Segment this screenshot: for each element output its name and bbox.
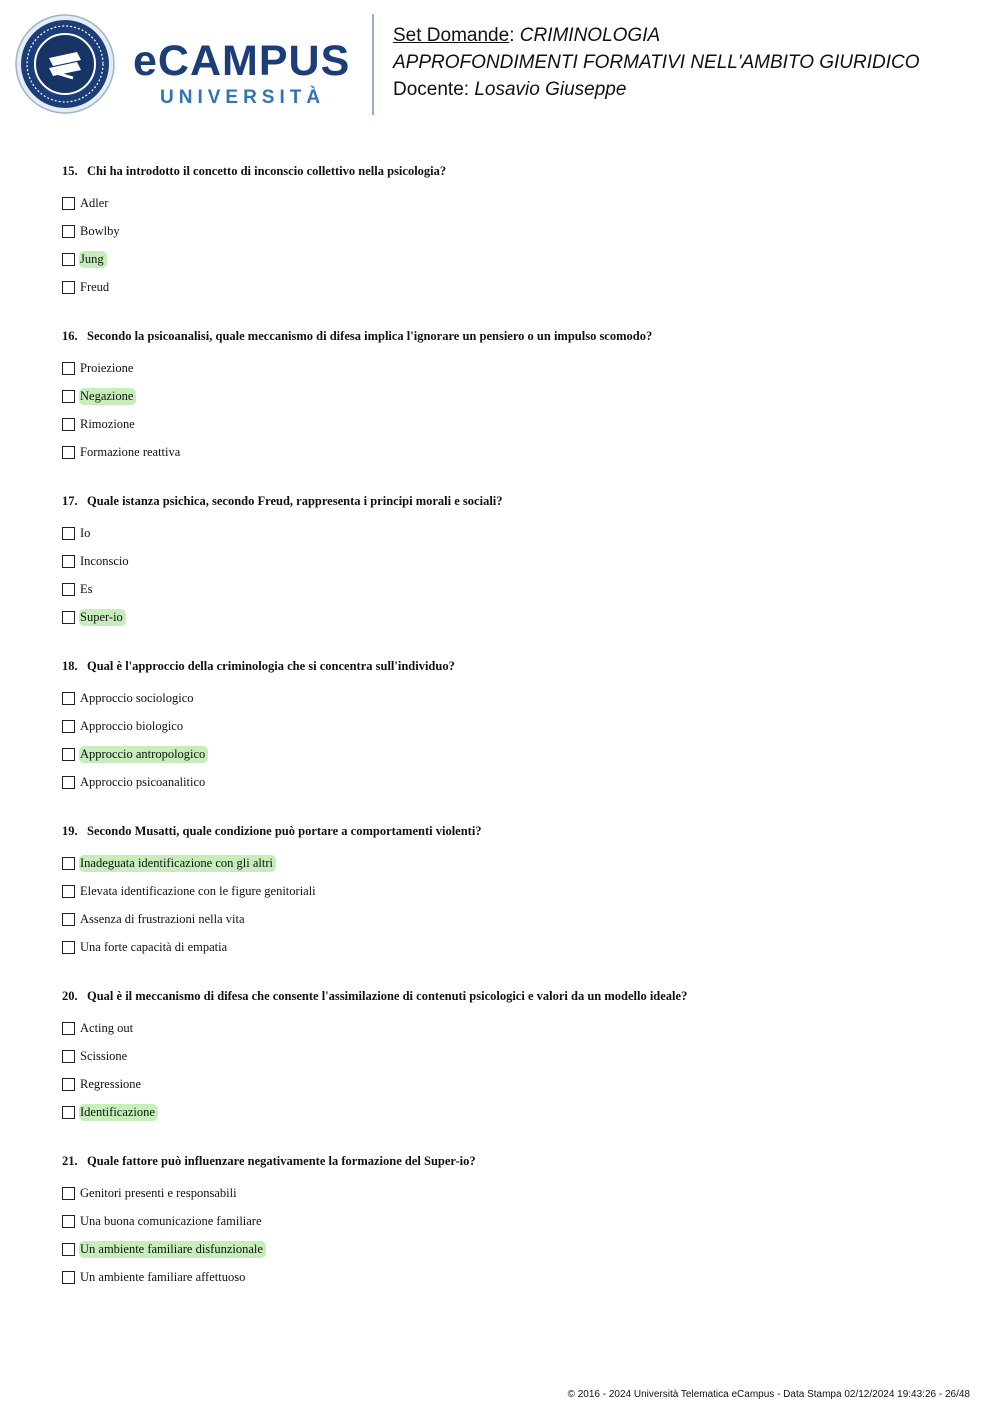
question-text: Quale istanza psichica, secondo Freud, rappresenta i principi morali e sociali? xyxy=(87,494,503,508)
question-block xyxy=(62,657,962,796)
answer-checkbox[interactable] xyxy=(62,857,75,870)
answer-label: Regressione xyxy=(80,1076,142,1091)
answer-label: Rimozione xyxy=(80,416,135,431)
question-block xyxy=(62,987,962,1126)
answer-option-correct[interactable] xyxy=(62,382,962,410)
answer-checkbox[interactable] xyxy=(62,1271,75,1284)
answer-checkbox[interactable] xyxy=(62,720,75,733)
question-number: 16. xyxy=(62,329,78,343)
answer-label: Inadeguata identificazione con gli altri xyxy=(79,855,276,872)
question-number: 15. xyxy=(62,164,78,178)
answer-option[interactable] xyxy=(62,189,962,217)
answer-option[interactable] xyxy=(62,1070,962,1098)
answer-checkbox[interactable] xyxy=(62,197,75,210)
answer-checkbox[interactable] xyxy=(62,1050,75,1063)
answer-option[interactable] xyxy=(62,905,962,933)
brand-subtitle: UNIVERSITÀ xyxy=(160,87,326,108)
answer-checkbox[interactable] xyxy=(62,1078,75,1091)
question-title xyxy=(62,162,962,180)
question-text: Chi ha introdotto il concetto di inconscio collettivo nella psicologia? xyxy=(87,164,447,178)
question-list xyxy=(62,162,962,1317)
answer-checkbox[interactable] xyxy=(62,390,75,403)
question-text: Qual è il meccanismo di difesa che consente l'assimilazione di contenuti psicologici e valori da un modello ideale? xyxy=(87,989,688,1003)
answer-checkbox[interactable] xyxy=(62,941,75,954)
answer-label: Bowlby xyxy=(80,223,120,238)
question-title xyxy=(62,327,962,345)
question-text: Quale fattore può influenzare negativamente la formazione del Super-io? xyxy=(87,1154,476,1168)
answer-option[interactable] xyxy=(62,1014,962,1042)
answer-option-correct[interactable] xyxy=(62,849,962,877)
question-block xyxy=(62,822,962,961)
answer-checkbox[interactable] xyxy=(62,418,75,431)
option-list xyxy=(62,684,962,796)
course-header xyxy=(393,22,920,103)
answer-checkbox[interactable] xyxy=(62,611,75,624)
question-number: 18. xyxy=(62,659,78,673)
question-block xyxy=(62,1152,962,1291)
question-title xyxy=(62,657,962,675)
header-divider xyxy=(372,14,374,115)
ecampus-seal-logo xyxy=(15,14,115,114)
answer-option[interactable] xyxy=(62,1042,962,1070)
question-block xyxy=(62,492,962,631)
subject-name: CRIMINOLOGIA xyxy=(519,25,661,46)
answer-checkbox[interactable] xyxy=(62,1215,75,1228)
option-list xyxy=(62,849,962,961)
answer-option[interactable] xyxy=(62,1207,962,1235)
question-block xyxy=(62,327,962,466)
question-title xyxy=(62,1152,962,1170)
answer-label: Acting out xyxy=(80,1020,134,1035)
answer-option[interactable] xyxy=(62,273,962,301)
question-title xyxy=(62,492,962,510)
answer-checkbox[interactable] xyxy=(62,583,75,596)
course-name: APPROFONDIMENTI FORMATIVI NELL'AMBITO GIURIDICO xyxy=(393,52,920,73)
option-list xyxy=(62,1014,962,1126)
answer-checkbox[interactable] xyxy=(62,362,75,375)
answer-checkbox[interactable] xyxy=(62,555,75,568)
answer-checkbox[interactable] xyxy=(62,1022,75,1035)
answer-label: Approccio antropologico xyxy=(79,746,208,763)
answer-label: Identificazione xyxy=(79,1104,158,1121)
answer-checkbox[interactable] xyxy=(62,1243,75,1256)
answer-checkbox[interactable] xyxy=(62,692,75,705)
answer-label: Elevata identificazione con le figure genitoriali xyxy=(80,883,316,898)
answer-label: Io xyxy=(80,525,91,540)
option-list xyxy=(62,354,962,466)
answer-label: Jung xyxy=(79,251,107,268)
answer-checkbox[interactable] xyxy=(62,1187,75,1200)
answer-label: Una buona comunicazione familiare xyxy=(80,1213,262,1228)
answer-option-correct[interactable] xyxy=(62,740,962,768)
answer-option[interactable] xyxy=(62,1263,962,1291)
brand-wordmark xyxy=(133,37,351,109)
answer-option[interactable] xyxy=(62,933,962,961)
answer-label: Scissione xyxy=(80,1048,128,1063)
answer-checkbox[interactable] xyxy=(62,446,75,459)
set-line xyxy=(393,22,920,49)
answer-checkbox[interactable] xyxy=(62,885,75,898)
brand-name: eCAMPUS xyxy=(133,37,351,85)
question-number: 21. xyxy=(62,1154,78,1168)
answer-label: Un ambiente familiare affettuoso xyxy=(80,1269,246,1284)
question-text: Secondo Musatti, quale condizione può portare a comportamenti violenti? xyxy=(87,824,482,838)
answer-option[interactable] xyxy=(62,684,962,712)
option-list xyxy=(62,189,962,301)
question-title xyxy=(62,822,962,840)
answer-label: Formazione reattiva xyxy=(80,444,181,459)
answer-label: Adler xyxy=(80,195,109,210)
set-label: Set Domande xyxy=(393,25,510,46)
answer-label: Genitori presenti e responsabili xyxy=(80,1185,237,1200)
answer-label: Una forte capacità di empatia xyxy=(80,939,228,954)
answer-option[interactable] xyxy=(62,410,962,438)
answer-label: Super-io xyxy=(79,609,126,626)
answer-option[interactable] xyxy=(62,877,962,905)
answer-checkbox[interactable] xyxy=(62,527,75,540)
answer-option[interactable] xyxy=(62,768,962,796)
question-title xyxy=(62,987,962,1005)
question-number: 20. xyxy=(62,989,78,1003)
answer-option-correct[interactable] xyxy=(62,245,962,273)
option-list xyxy=(62,519,962,631)
answer-checkbox[interactable] xyxy=(62,776,75,789)
question-number: 17. xyxy=(62,494,78,508)
page-footer: © 2016 - 2024 Università Telematica eCampus - Data Stampa 02/12/2024 19:43:26 - 26/48 xyxy=(567,1389,970,1400)
answer-checkbox[interactable] xyxy=(62,225,75,238)
answer-label: Proiezione xyxy=(80,360,134,375)
question-text: Qual è l'approccio della criminologia che si concentra sull'individuo? xyxy=(87,659,455,673)
answer-option[interactable] xyxy=(62,1179,962,1207)
answer-label: Assenza di frustrazioni nella vita xyxy=(80,911,245,926)
answer-label: Approccio biologico xyxy=(80,718,184,733)
teacher-name: Losavio Giuseppe xyxy=(474,79,627,100)
answer-checkbox[interactable] xyxy=(62,281,75,294)
answer-option[interactable] xyxy=(62,547,962,575)
answer-label: Negazione xyxy=(79,388,136,405)
answer-option-correct[interactable] xyxy=(62,603,962,631)
answer-checkbox[interactable] xyxy=(62,913,75,926)
question-block xyxy=(62,162,962,301)
question-text: Secondo la psicoanalisi, quale meccanismo di difesa implica l'ignorare un pensiero o un impulso scomodo? xyxy=(87,329,653,343)
answer-label: Un ambiente familiare disfunzionale xyxy=(79,1241,266,1258)
answer-label: Approccio psicoanalitico xyxy=(80,774,206,789)
answer-option-correct[interactable] xyxy=(62,1098,962,1126)
teacher-label: Docente: xyxy=(393,79,475,100)
answer-option[interactable] xyxy=(62,575,962,603)
set-separator: : xyxy=(509,25,520,46)
answer-label: Approccio sociologico xyxy=(80,690,194,705)
answer-option[interactable] xyxy=(62,519,962,547)
answer-checkbox[interactable] xyxy=(62,1106,75,1119)
teacher-line xyxy=(393,76,920,103)
answer-label: Inconscio xyxy=(80,553,129,568)
answer-option[interactable] xyxy=(62,712,962,740)
answer-label: Freud xyxy=(80,279,110,294)
question-number: 19. xyxy=(62,824,78,838)
answer-option[interactable] xyxy=(62,354,962,382)
answer-label: Es xyxy=(80,581,93,596)
answer-option-correct[interactable] xyxy=(62,1235,962,1263)
answer-option[interactable] xyxy=(62,217,962,245)
answer-checkbox[interactable] xyxy=(62,253,75,266)
option-list xyxy=(62,1179,962,1291)
answer-option[interactable] xyxy=(62,438,962,466)
answer-checkbox[interactable] xyxy=(62,748,75,761)
